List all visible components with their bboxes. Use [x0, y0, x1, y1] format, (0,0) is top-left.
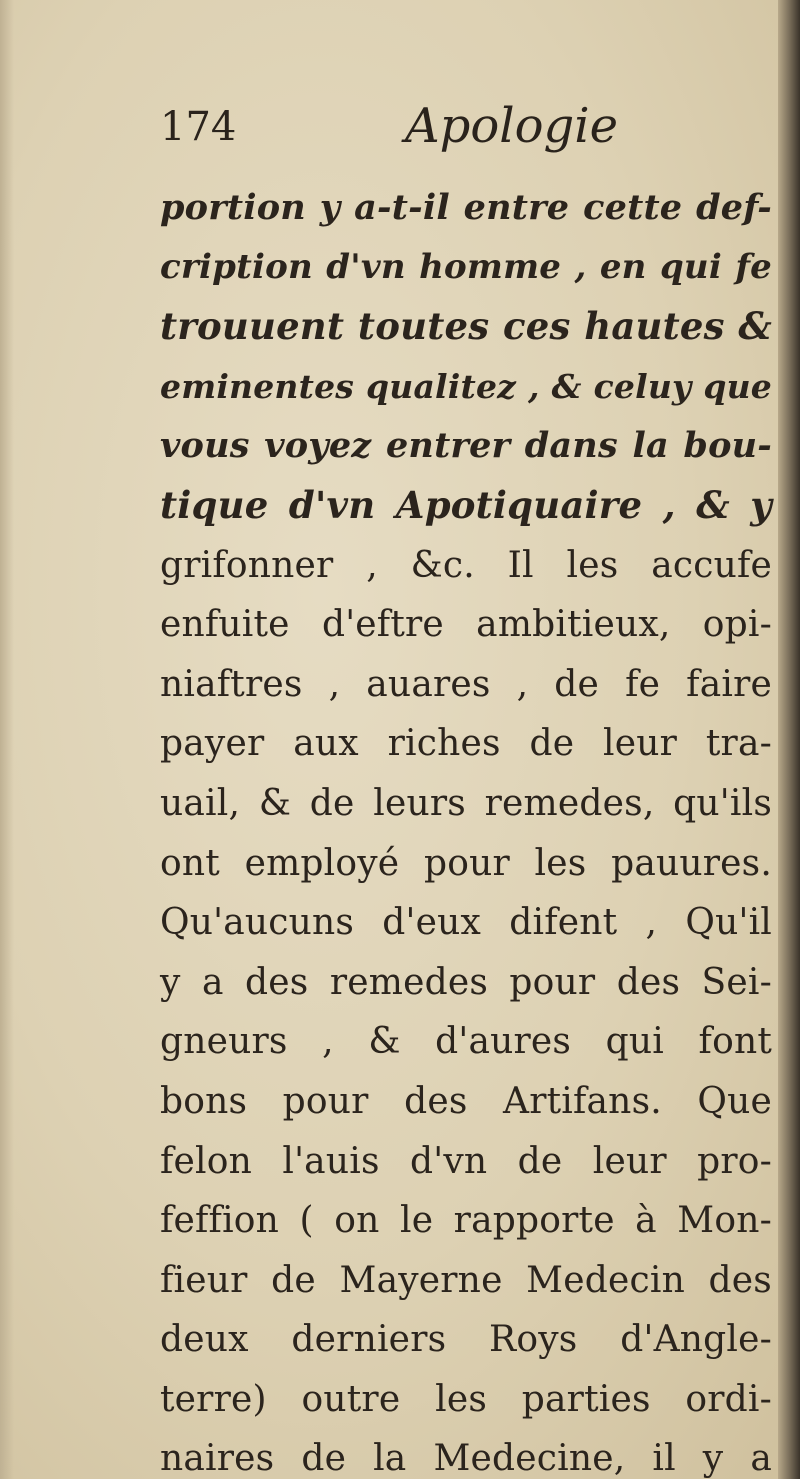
text-line: cription d'vn homme , en qui fe: [160, 246, 772, 287]
text-line: uail, & de leurs remedes, qu'ils: [160, 782, 772, 824]
text-line: niaftres , auares , de fe faire: [160, 663, 772, 705]
text-line: vous voyez entrer dans la bou-: [160, 425, 772, 467]
text-line: deux derniers Roys d'Angle-: [160, 1319, 772, 1361]
text-line: bons pour des Artifans. Que: [160, 1080, 772, 1122]
body-text: [160, 178, 772, 1479]
text-line: feffion ( on le rapporte à Mon-: [160, 1200, 772, 1242]
text-line: portion y a-t-il entre cette def-: [160, 187, 772, 228]
text-line: Qu'aucuns d'eux difent , Qu'il: [160, 902, 772, 944]
binding-gutter: [778, 0, 800, 1479]
page-number: 174: [160, 104, 237, 150]
text-line: naires de la Medecine, il y a: [160, 1438, 772, 1479]
text-line: y a des remedes pour des Sei-: [160, 961, 772, 1003]
page-left-edge: [0, 0, 14, 1479]
text-line: terre) outre les parties ordi-: [160, 1378, 772, 1420]
text-line: tique d'vn Apotiquaire , & y: [160, 482, 772, 527]
text-line: trouuent toutes ces hautes &: [160, 304, 772, 349]
running-title: Apologie: [405, 98, 619, 154]
text-line: payer aux riches de leur tra-: [160, 723, 772, 765]
text-line: ont employé pour les pauures.: [160, 842, 772, 884]
page-header: [160, 98, 760, 168]
text-line: enfuite d'eftre ambitieux, opi-: [160, 604, 772, 646]
text-line: eminentes qualitez , & celuy que: [160, 366, 772, 406]
text-line: gneurs , & d'aures qui font: [160, 1021, 772, 1063]
text-line: fieur de Mayerne Medecin des: [160, 1259, 772, 1301]
text-line: grifonner , &c. Il les accufe: [160, 544, 772, 586]
text-line: felon l'auis d'vn de leur pro-: [160, 1140, 772, 1182]
